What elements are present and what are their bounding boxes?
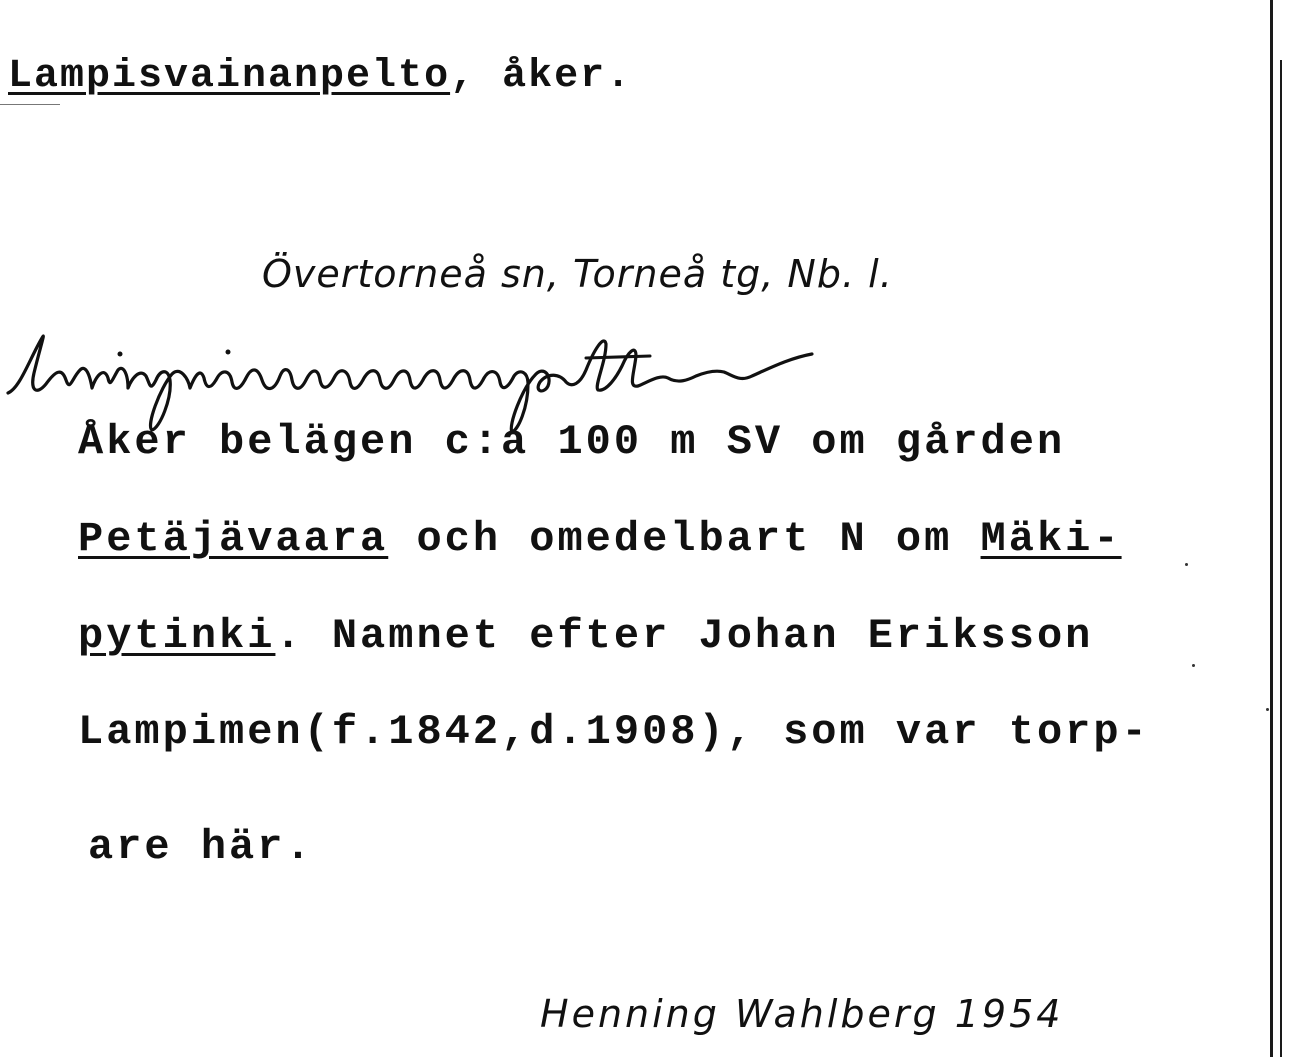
body-line-3-rest: . Namnet efter Johan Eriksson <box>275 612 1094 660</box>
heading-place-name: Lampisvainanpelto <box>8 54 451 99</box>
body-line-2-mid: och omedelbart N om <box>388 515 981 563</box>
place-name-pytinki: pytinki <box>78 612 276 660</box>
signature: Henning Wahlberg 1954 <box>540 992 1064 1036</box>
heading-type: , åker. <box>450 54 633 99</box>
body-line-3 <box>78 612 1093 660</box>
body-line-2 <box>78 515 1122 563</box>
body-line-4: Lampimen(f.1842,d.1908), som var torp- <box>78 708 1150 756</box>
scan-speck <box>1266 708 1269 711</box>
body-line-5: are här. <box>88 823 314 871</box>
card-edge-line-inner <box>1280 60 1282 1057</box>
scan-speck <box>1192 664 1195 667</box>
scan-mark <box>0 104 60 105</box>
card-edge-line <box>1270 0 1273 1057</box>
place-name-petajavaara: Petäjävaara <box>78 515 389 563</box>
card-heading <box>8 54 632 99</box>
body-line-1: Åker belägen c:a 100 m SV om gården <box>78 418 1066 466</box>
place-name-maki: Mäki- <box>980 515 1122 563</box>
parish-line: Övertorneå sn, Torneå tg, Nb. l. <box>262 252 893 296</box>
scan-speck <box>1185 563 1188 566</box>
